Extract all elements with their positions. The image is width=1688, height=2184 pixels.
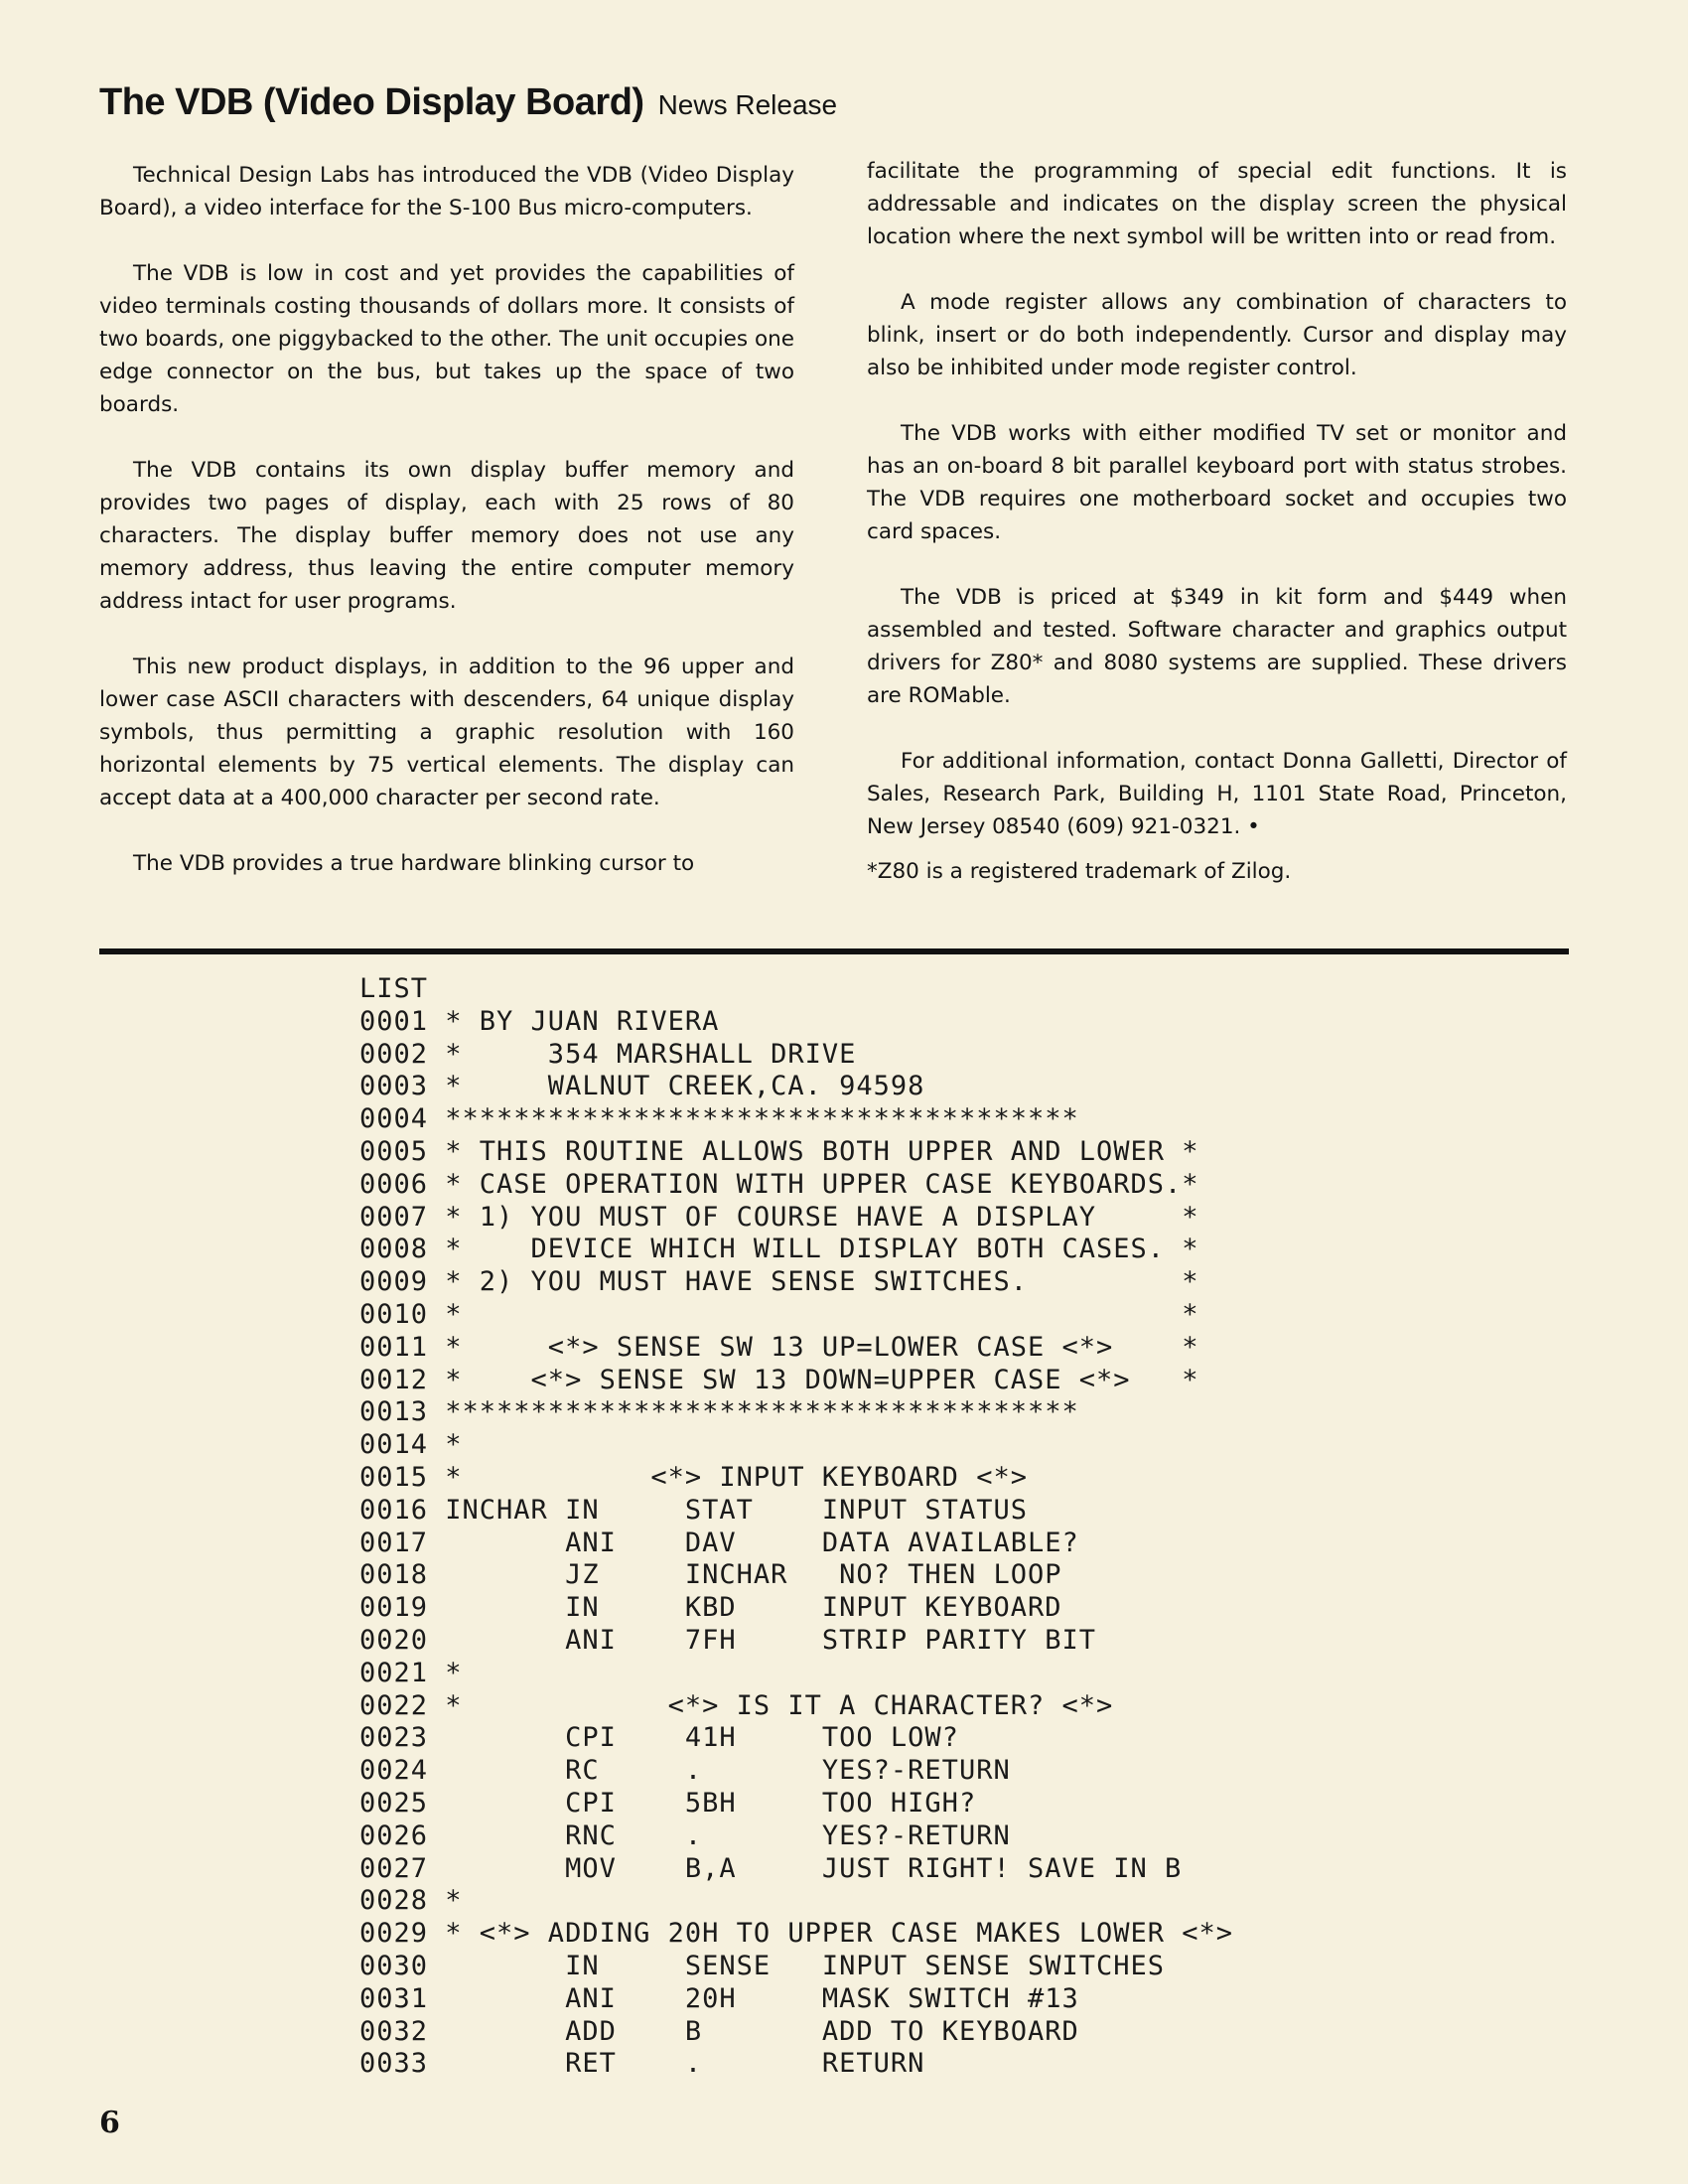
code-line: 0019 IN KBD INPUT KEYBOARD [359,1592,1062,1624]
article-header [99,81,837,124]
code-line: 0007 * 1) YOU MUST OF COURSE HAVE A DISPLAY * [359,1201,1199,1233]
code-line: 0018 JZ INCHAR NO? THEN LOOP [359,1559,1062,1591]
left-column [99,159,794,880]
article-title: The VDB (Video Display Board) [99,81,644,123]
code-line: 0001 * BY JUAN RIVERA [359,1005,720,1037]
code-line: 0016 INCHAR IN STAT INPUT STATUS [359,1494,1028,1526]
code-line: 0030 IN SENSE INPUT SENSE SWITCHES [359,1950,1166,1981]
paragraph: Technical Design Labs has introduced the VDB (Video Display Board), a video interface for the S-100 Bus micro-computers. [99,163,794,220]
code-listing [359,973,1233,2081]
code-line: 0024 RC . YES?-RETURN [359,1755,1011,1787]
code-line: 0003 * WALNUT CREEK,CA. 94598 [359,1071,925,1102]
code-line: 0013 ************************************* [359,1396,1079,1428]
code-line: 0010 * * [359,1298,1199,1330]
code-line: 0026 RNC . YES?-RETURN [359,1820,1011,1851]
code-line: LIST [359,973,429,1004]
code-line: 0008 * DEVICE WHICH WILL DISPLAY BOTH CASES. * [359,1234,1199,1265]
section-divider [99,948,1569,954]
paragraph: For additional information, contact Donna Galletti, Director of Sales, Research Park, Building H, 1101 State Road, Princeton, New Jersey 08540 (609) 921-0321. • [867,749,1567,839]
code-line: 0002 * 354 MARSHALL DRIVE [359,1038,857,1070]
paragraph: A mode register allows any combination of characters to blink, insert or do both independently. Cursor and display may also be inhibited under mode register control. [867,290,1567,380]
code-line: 0023 CPI 41H TOO LOW? [359,1722,959,1754]
paragraph: The VDB contains its own display buffer memory and provides two pages of display, each with 25 rows of 80 characters. The display buffer memory does not use any memory address, thus leaving the entire computer memory address intact for user programs. [99,458,794,614]
paragraph: The VDB is low in cost and yet provides the capabilities of video terminals costing thousands of dollars more. It consists of two boards, one piggybacked to the other. The unit occupies one edge connector on the bus, but takes up the space of two boards. [99,261,794,417]
code-line: 0006 * CASE OPERATION WITH UPPER CASE KEYBOARDS.* [359,1168,1199,1200]
code-line: 0014 * [359,1429,463,1461]
code-line: 0020 ANI 7FH STRIP PARITY BIT [359,1624,1096,1656]
code-line: 0022 * <*> IS IT A CHARACTER? <*> [359,1689,1114,1721]
code-line: 0012 * <*> SENSE SW 13 DOWN=UPPER CASE <*> * [359,1364,1199,1395]
paragraph: facilitate the programming of special edit functions. It is addressable and indicates on the display screen the physical location where the next symbol will be written into or read from. [867,159,1567,249]
code-line: 0004 ************************************* [359,1103,1079,1135]
paragraph: The VDB provides a true hardware blinking cursor to [133,851,695,876]
code-line: 0029 * <*> ADDING 20H TO UPPER CASE MAKES LOWER <*> [359,1918,1234,1950]
paragraph: The VDB works with either modified TV set or monitor and has an on-board 8 bit parallel keyboard port with status strobes. The VDB requires one motherboard socket and occupies two card spaces. [867,421,1567,544]
code-line: 0027 MOV B,A JUST RIGHT! SAVE IN B [359,1852,1183,1884]
code-line: 0011 * <*> SENSE SW 13 UP=LOWER CASE <*> * [359,1331,1199,1363]
code-line: 0025 CPI 5BH TOO HIGH? [359,1787,977,1819]
footnote: *Z80 is a registered trademark of Zilog. [867,859,1292,884]
code-line: 0032 ADD B ADD TO KEYBOARD [359,2015,1079,2047]
paragraph: This new product displays, in addition to the 96 upper and lower case ASCII characters with descenders, 64 unique display symbols, thus permitting a graphic resolution with 160 horizontal elements by 75 vertical elements. The display can accept data at a 400,000 character per second rate. [99,655,794,810]
code-line: 0005 * THIS ROUTINE ALLOWS BOTH UPPER AND LOWER * [359,1135,1199,1167]
code-line: 0028 * [359,1885,463,1917]
code-line: 0009 * 2) YOU MUST HAVE SENSE SWITCHES. * [359,1266,1199,1298]
code-line: 0021 * [359,1657,463,1688]
code-line: 0017 ANI DAV DATA AVAILABLE? [359,1527,1079,1558]
code-line: 0033 RET . RETURN [359,2048,925,2080]
code-line: 0015 * <*> INPUT KEYBOARD <*> [359,1461,1028,1493]
right-column [867,155,1567,921]
page-number: 6 [99,2106,120,2140]
article-subtitle: News Release [657,89,838,120]
paragraph: The VDB is priced at $349 in kit form and $449 when assembled and tested. Software character and graphics output drivers for Z80* and 8080 systems are supplied. These drivers are ROMable. [867,585,1567,708]
code-line: 0031 ANI 20H MASK SWITCH #13 [359,1982,1079,2014]
